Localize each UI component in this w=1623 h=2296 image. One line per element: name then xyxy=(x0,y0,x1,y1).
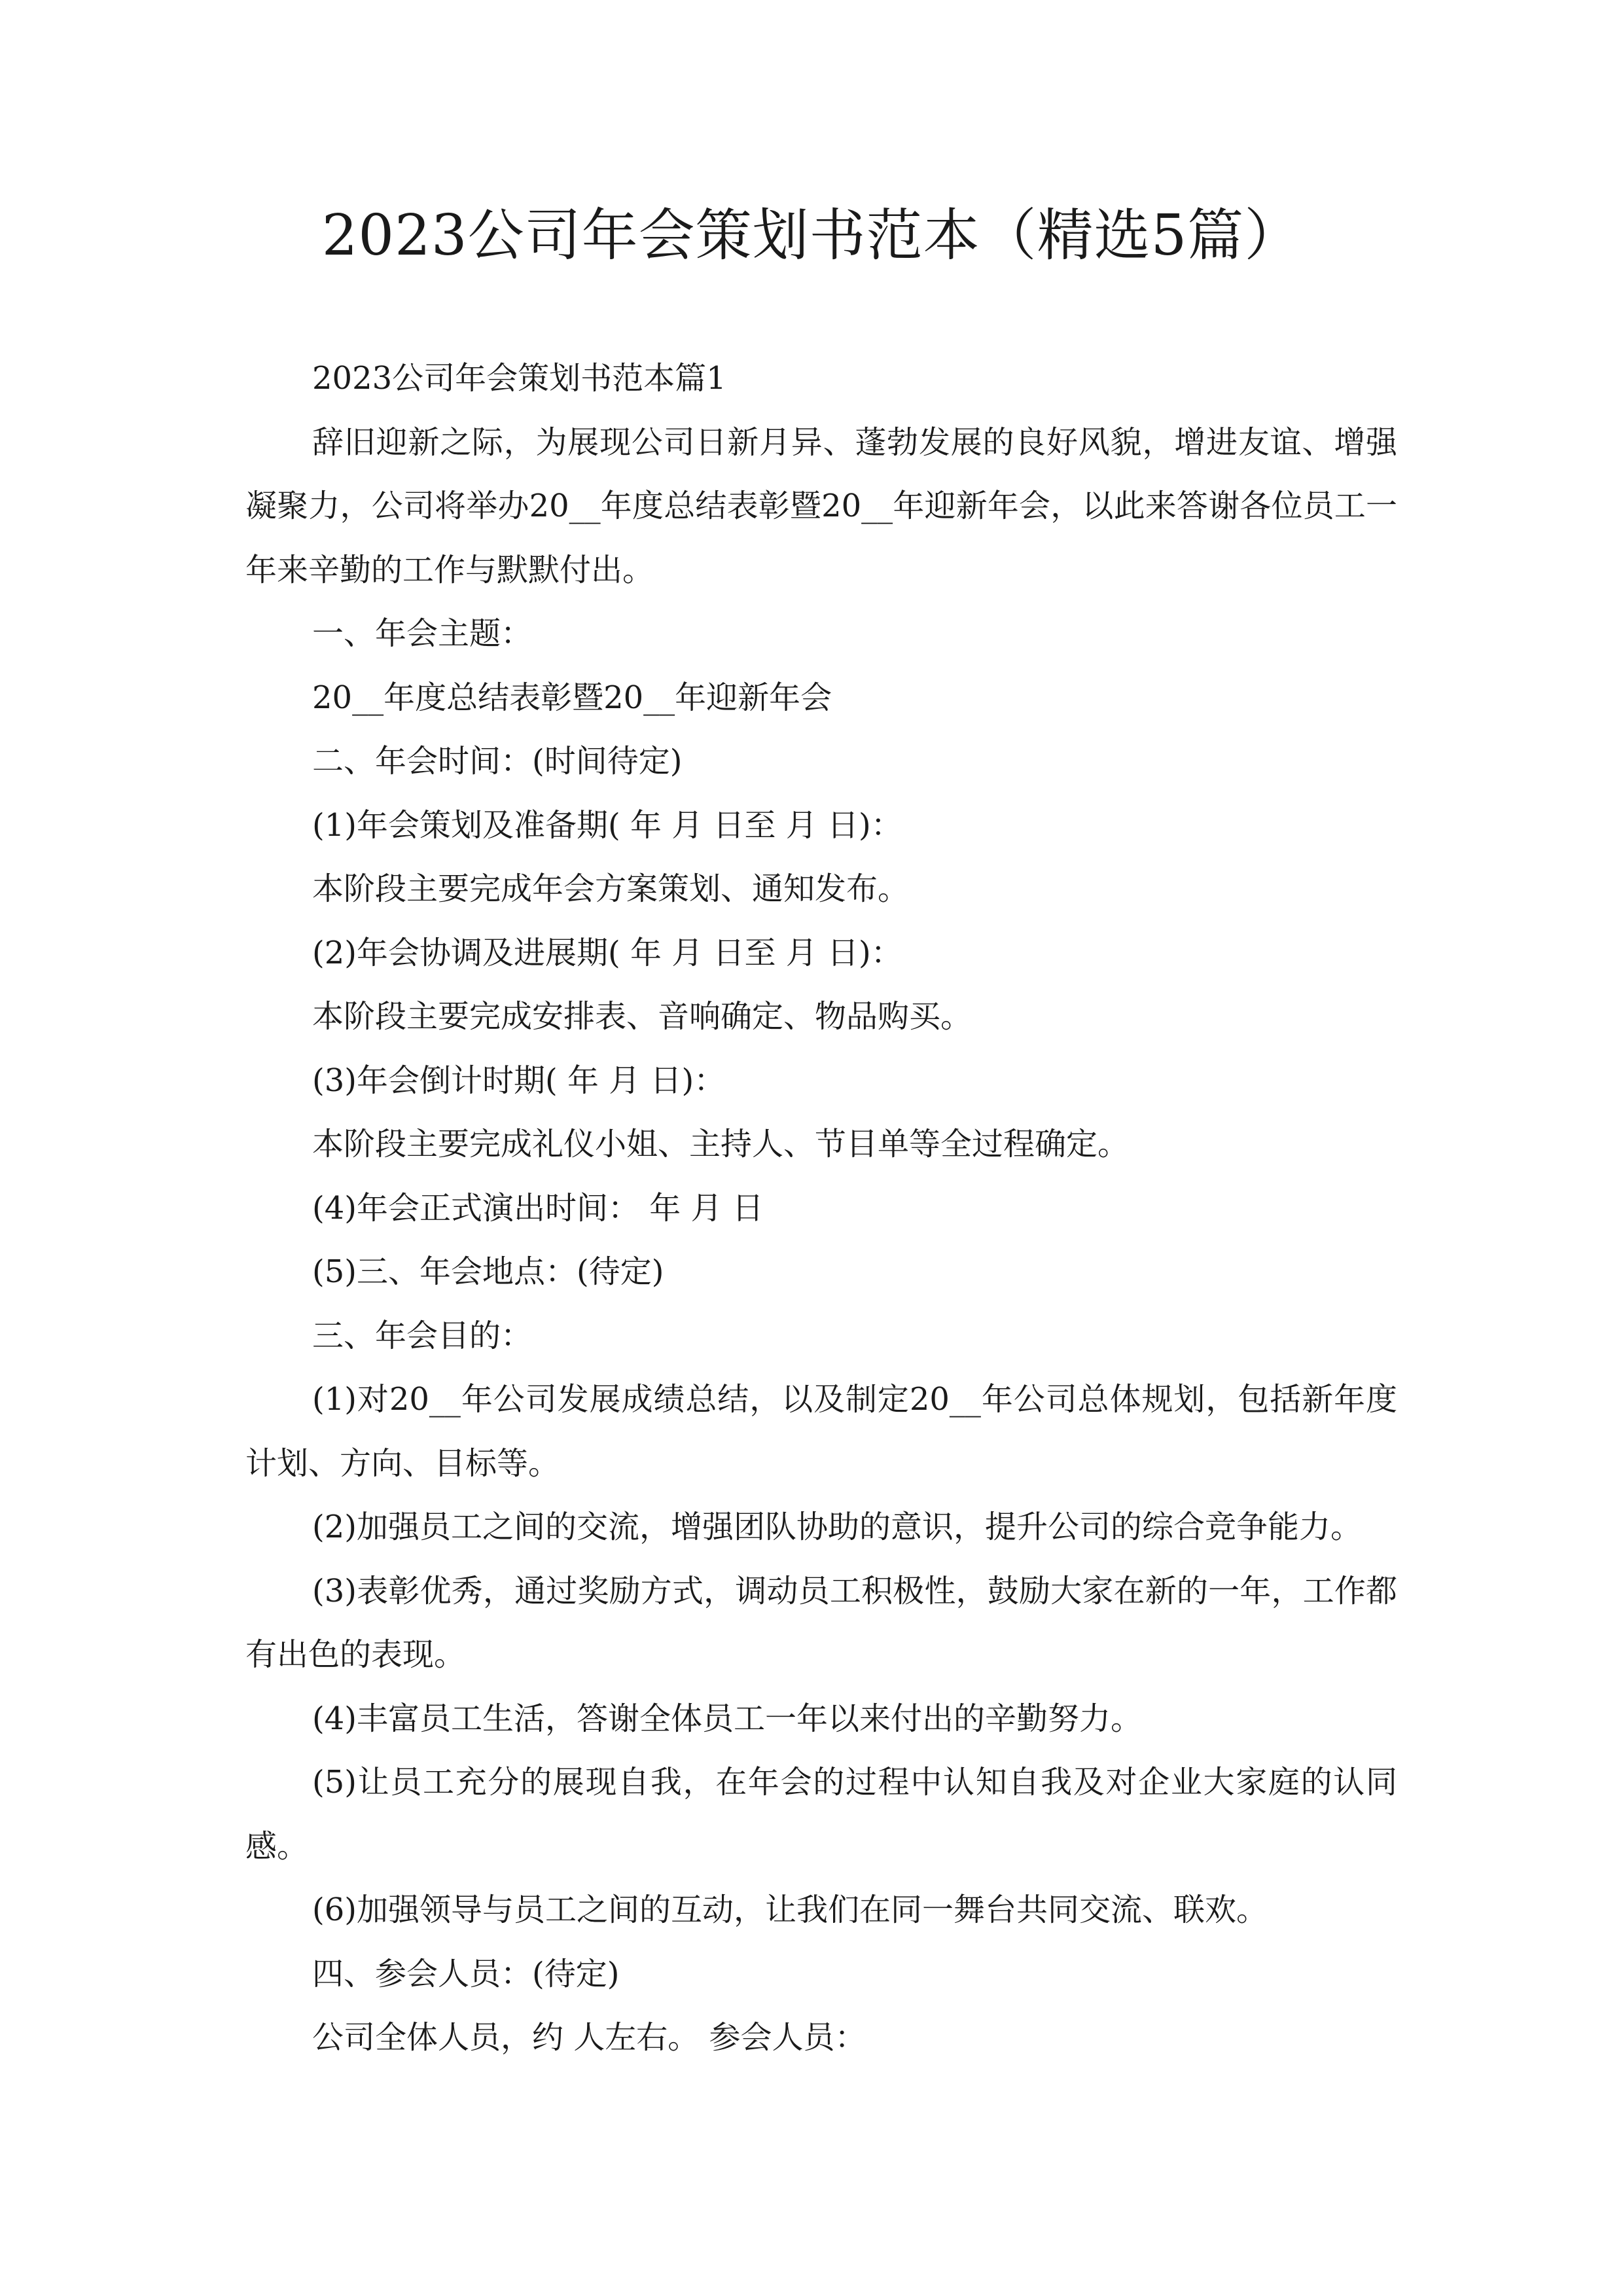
paragraph-time-4: (4)年会正式演出时间： 年 月 日 xyxy=(312,1189,764,1227)
paragraph-purpose-4: (4)丰富员工生活，答谢全体员工一年以来付出的辛勤努力。 xyxy=(312,1700,1142,1737)
paragraph-time-2-desc: 本阶段主要完成安排表、音响确定、物品购买。 xyxy=(312,998,972,1035)
paragraph-time-3: (3)年会倒计时期( 年 月 日)： xyxy=(312,1062,726,1099)
document-body xyxy=(245,347,1397,2070)
paragraph-purpose-3: (3)表彰优秀，通过奖励方式，调动员工积极性，鼓励大家在新的一年，工作都有出色的表现。 xyxy=(245,1572,1397,1673)
paragraph-time-2: (2)年会协调及进展期( 年 月 日至 月 日)： xyxy=(312,934,902,971)
paragraph-time-1: (1)年会策划及准备期( 年 月 日至 月 日)： xyxy=(312,806,902,844)
heading-time: 二、年会时间：(时间待定) xyxy=(312,743,683,780)
paragraph-venue: (5)三、年会地点：(待定) xyxy=(312,1253,664,1290)
section-heading: 2023公司年会策划书范本篇1 xyxy=(312,360,726,397)
heading-purpose: 三、年会目的： xyxy=(312,1317,533,1354)
paragraph-purpose-6: (6)加强领导与员工之间的互动，让我们在同一舞台共同交流、联欢。 xyxy=(312,1892,1268,1928)
paragraph-purpose-2: (2)加强员工之间的交流，增强团队协助的意识，提升公司的综合竞争能力。 xyxy=(312,1509,1362,1545)
heading-attendees: 四、参会人员：(待定) xyxy=(312,1955,620,1992)
paragraph-purpose-1: (1)对20__年公司发展成绩总结，以及制定20__年公司总体规划，包括新年度计划、方向、目标等。 xyxy=(245,1381,1397,1482)
paragraph-time-3-desc: 本阶段主要完成礼仪小姐、主持人、节目单等全过程确定。 xyxy=(312,1126,1130,1162)
paragraph-attendees: 公司全体人员，约 人左右。 参会人员： xyxy=(312,2019,866,2056)
document-title: 2023公司年会策划书范本（精选5篇） xyxy=(321,203,1302,268)
heading-theme: 一、年会主题： xyxy=(312,615,533,652)
paragraph-purpose-5: (5)让员工充分的展现自我，在年会的过程中认知自我及对企业大家庭的认同感。 xyxy=(245,1764,1397,1865)
paragraph-time-1-desc: 本阶段主要完成年会方案策划、通知发布。 xyxy=(312,870,910,907)
paragraph-theme: 20__年度总结表彰暨20__年迎新年会 xyxy=(312,679,832,716)
paragraph-intro: 辞旧迎新之际，为展现公司日新月异、蓬勃发展的良好风貌，增进友谊、增强凝聚力，公司将举办20__年度总结表彰暨20__年迎新年会，以此来答谢各位员工一年来辛勤的工作与默默付出。 xyxy=(245,423,1397,588)
